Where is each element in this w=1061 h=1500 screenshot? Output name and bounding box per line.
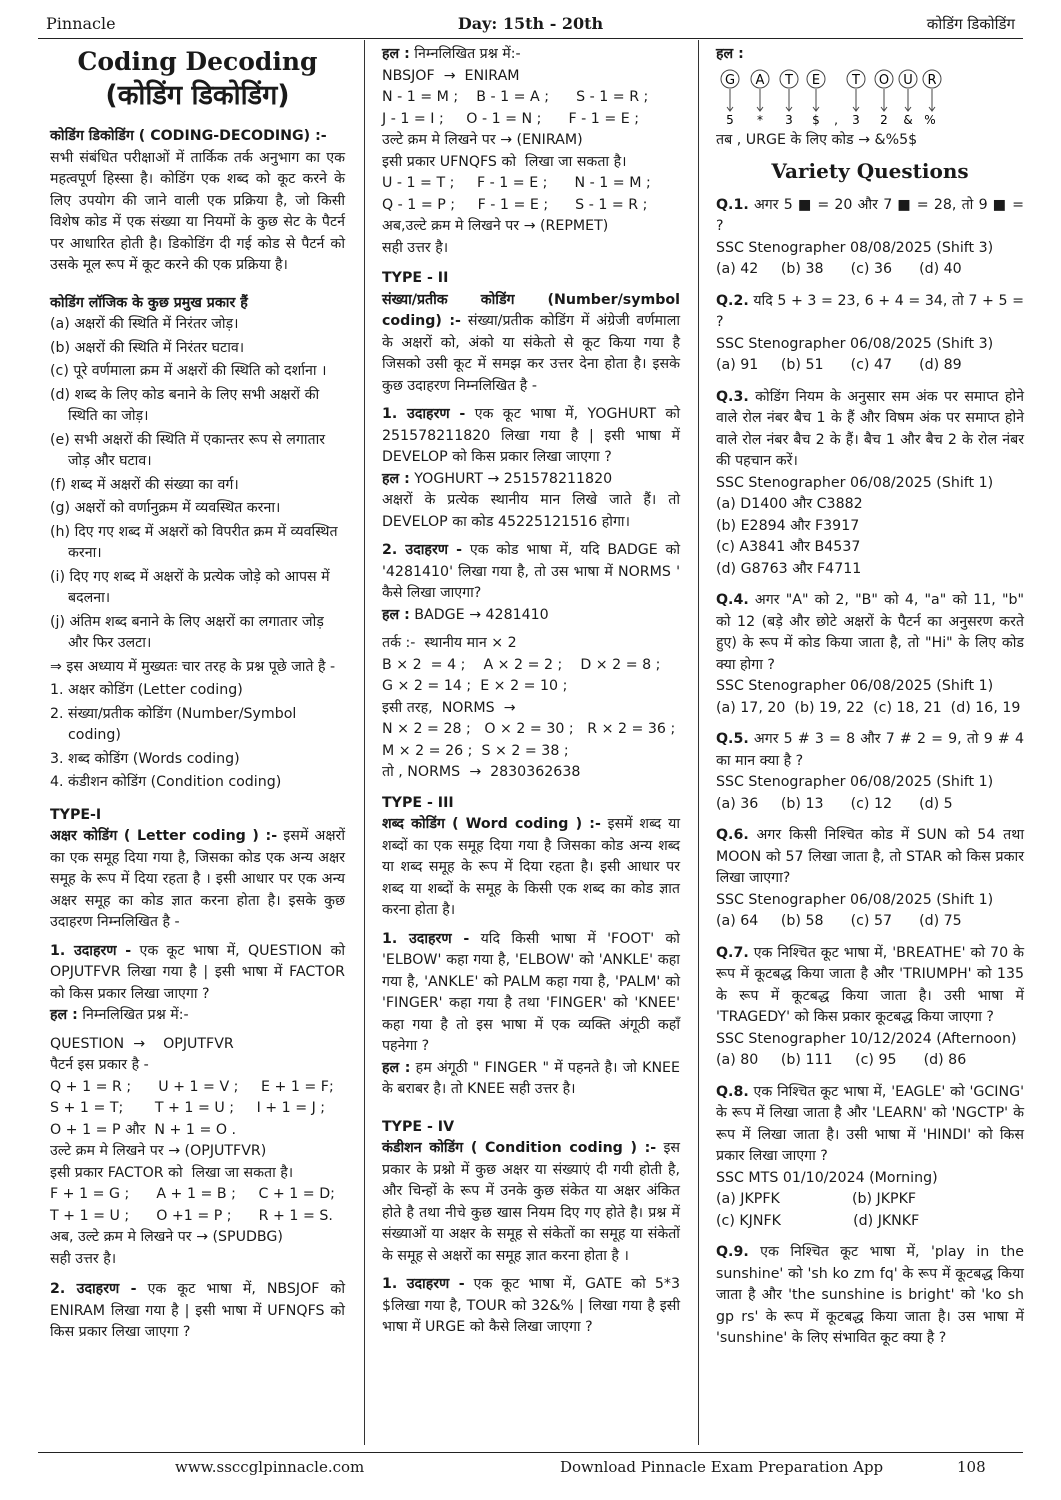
question-text	[716, 825, 1024, 890]
question-body: अगर 5 # 3 = 8 और 7 # 2 = 9, तो 9 # 4 का मान क्या है ?	[716, 731, 1024, 769]
list-item: 3. शब्द कोडिंग (Words coding)	[50, 750, 240, 767]
question-text	[716, 387, 1024, 473]
col3-solution-label: हल :	[716, 46, 744, 62]
type3-label: TYPE - III	[382, 794, 454, 811]
question-body: एक निश्चित कूट भाषा में, 'EAGLE' को 'GCING' के रूप में लिखा जाता है और 'LEARN' को 'NGCTP' के रूप में लिखा जाता है। उसी भाषा में 'HINDI' को किस प्रकार लिखा जाएगा ?	[716, 1083, 1024, 1164]
type4-example-text: एक कूट भाषा में, GATE को 5*3 $लिखा गया है, TOUR को 32&% | लिखा गया है इसी भाषा में URGE को कैसे लिखा जाएगा ?	[382, 1276, 681, 1335]
type2-example2-solution: BADGE → 4281410	[414, 606, 549, 623]
footer-app-promo: Download Pinnacle Exam Preparation App	[560, 1458, 884, 1476]
question-item	[716, 1082, 1024, 1233]
question-item	[716, 729, 1024, 815]
column-divider-2	[698, 40, 699, 1445]
question-body: अगर "A" को 2, "B" को 4, "a" को 11, "b" को 12 (बड़े और छोटे अक्षरों के पैटर्न का अनुसरण करते हुए) के रूप में कोड किया जाता है, तो "Hi" के लिए कोड क्या होगा ?	[716, 592, 1025, 673]
question-text	[716, 1082, 1024, 1168]
list-item: 1. अक्षर कोडिंग (Letter coding)	[50, 682, 243, 698]
working-line: सही उत्तर है।	[382, 239, 449, 256]
question-options: (a) D1400 और C3882 (b) E2894 और F3917 (c) A3841 और B4537 (d) G8763 और F4711	[716, 496, 863, 577]
working-line: T + 1 = U ; O +1 = P ; R + 1 = S.	[50, 1207, 333, 1224]
question-number: Q.6.	[716, 827, 749, 843]
question-source: SSC Stenographer 06/08/2025 (Shift 1)	[716, 774, 994, 790]
working-line: सही उत्तर है।	[50, 1250, 117, 1267]
question-number: Q.7.	[716, 944, 749, 961]
type4-text: इस प्रकार के प्रश्नो में कुछ अक्षर या संख्याएं दी गयी होती है, और चिन्हों के रूप में उनके कुछ संकेत या अक्षर अंकित होते है तथा नीचे कुछ खास नियम दिए गए होते है। प्रश्न में संख्याओं या अक्षर के समूह से संकेतों का समूह या संकेतों के समूह से अक्षरों का समूह ज्ञात करना होता है ।	[382, 1140, 680, 1264]
question-body: यदि 5 + 3 = 23, 6 + 4 = 34, तो 7 + 5 = ?	[716, 292, 1024, 330]
gate-tour-code-diagram	[716, 68, 1024, 130]
column-divider-1	[364, 40, 365, 1445]
type2-label: TYPE - II	[382, 270, 449, 286]
type4-paragraph	[382, 1138, 680, 1267]
working-line: इसी तरह, NORMS →	[382, 699, 516, 716]
type2-paragraph	[382, 290, 680, 398]
question-number: Q.8.	[716, 1083, 749, 1100]
diagram-letter: T	[785, 72, 793, 88]
type3-heading: शब्द कोडिंग ( Word coding ) :-	[382, 816, 601, 832]
working-line: अब, उल्टे क्रम मे लिखने पर → (SPUDBG)	[50, 1229, 283, 1245]
type2-example1-solution: YOGHURT → 251578211820	[414, 470, 613, 487]
type3-example-solution: हम अंगूठी " FINGER " में पहनते है। जो KNEE के बराबर है। तो KNEE सही उत्तर है।	[382, 1059, 680, 1097]
diagram-symbol: &	[903, 112, 913, 127]
diagram-symbol: $	[812, 112, 820, 127]
footer-website: www.ssccglpinnacle.com	[175, 1458, 365, 1476]
question-number: Q.9.	[716, 1244, 749, 1260]
type3-text: इसमें शब्द या शब्दों का एक समूह दिया गया है जिसका कोड अन्य शब्द या शब्द समूह के रूप में दिया रहता है। इसी आधार पर शब्द या शब्दों के समूह के किसी एक शब्द का कोड ज्ञात करना होता है।	[382, 816, 680, 918]
question-options: (a) 64 (b) 58 (c) 57 (d) 75	[716, 913, 962, 929]
diagram-letter: T	[852, 72, 860, 88]
working-line: उल्टे क्रम मे लिखने पर → (OPJUTFVR)	[50, 1143, 267, 1159]
type2-example2-working	[382, 633, 680, 784]
working-line: J - 1 = I ; O - 1 = N ; F - 1 = E ;	[382, 110, 639, 127]
type2-example1	[382, 404, 680, 533]
question-source: SSC Stenographer 06/08/2025 (Shift 1)	[716, 678, 994, 694]
diagram-letter: E	[811, 72, 821, 88]
page-title-hindi: (कोडिंग डिकोडिंग)	[105, 80, 290, 111]
working-line: M × 2 = 26 ; S × 2 = 38 ;	[382, 742, 569, 759]
question-source: SSC MTS 01/10/2024 (Morning)	[716, 1169, 938, 1186]
footer-divider	[38, 1452, 1023, 1453]
type4-heading: कंडीशन कोडिंग ( Condition coding ) :-	[382, 1140, 657, 1156]
working-line: तो , NORMS → 2830362638	[382, 764, 581, 780]
diagram-letter: G	[724, 72, 736, 88]
type4-example	[382, 1274, 680, 1339]
question-text	[716, 943, 1024, 1029]
col2-solution-intro	[382, 44, 680, 66]
intro-heading: कोडिंग डिकोडिंग ( CODING-DECODING) :-	[50, 128, 327, 144]
type1-text: इसमें अक्षरों का एक समूह दिया गया है, जिसका कोड एक अन्य अक्षर समूह के रूप में दिया रहता है । इसी आधार पर एक अन्य अक्षर समूह का कोड ज्ञात करना होता है। इसके कुछ उदाहरण निम्नलिखित है -	[50, 828, 345, 930]
question-source: SSC Stenographer 08/08/2025 (Shift 3)	[716, 239, 994, 256]
header-day: Day: 15th - 20th	[457, 14, 604, 33]
diagram-letter: R	[927, 72, 937, 88]
question-item	[716, 943, 1024, 1072]
question-item	[716, 195, 1024, 281]
variety-questions-heading: Variety Questions	[771, 159, 969, 183]
diagram-letter: U	[903, 72, 913, 88]
working-line: B × 2 = 4 ; A × 2 = 2 ; D × 2 = 8 ;	[382, 656, 661, 673]
list-item: ⇒ इस अध्याय में मुख्यतः चार तरह के प्रश्न पूछे जाते है -	[50, 658, 336, 675]
question-options: (a) 91 (b) 51 (c) 47 (d) 89	[716, 357, 962, 373]
working-line: पैटर्न इस प्रकार है -	[50, 1057, 149, 1073]
column-1	[50, 44, 345, 1444]
question-source: SSC Stenographer 06/08/2025 (Shift 3)	[716, 335, 994, 352]
question-body: अगर किसी निश्चित कोड में SUN को 54 तथा MOON को 57 लिखा जाता है, तो STAR को किस प्रकार लिखा जाएगा?	[716, 827, 1024, 886]
question-item	[716, 291, 1024, 377]
question-number: Q.3.	[716, 388, 749, 405]
question-body: कोडिंग नियम के अनुसार सम अंक पर समाप्त होने वाले रोल नंबर बैच 1 के हैं और विषम अंक पर समाप्त होने वाले रोल नंबर बैच 2 के हैं। बैच 1 और बैच 2 के रोल नंबर की पहचान करें।	[716, 388, 1024, 469]
example2-text: एक कूट भाषा में, NBSJOF को ENIRAM लिखा गया है | इसी भाषा में UFNQFS को किस प्रकार लिखा जाएगा ?	[50, 1281, 345, 1340]
working-line: तर्क :- स्थानीय मान × 2	[382, 635, 517, 651]
type2-example2-solution-label: हल :	[382, 606, 410, 623]
type2-text: संख्या/प्रतीक कोडिंग में अंग्रेजी वर्णमाला के अक्षरों को, अंको या संकेतो से कूट किया गया है जिसको उसी कूट में समझ कर उत्तर देना होता है। इसके कुछ उदाहरण निम्नलिखित है -	[382, 313, 681, 394]
question-options: (a) 17, 20 (b) 19, 22 (c) 18, 21 (d) 16, 19	[716, 699, 1021, 716]
list-item: (a) अक्षरों की स्थिति में निरंतर जोड़।	[50, 316, 239, 332]
header-topic: कोडिंग डिकोडिंग	[926, 15, 1015, 33]
question-source: SSC Stenographer 06/08/2025 (Shift 1)	[716, 891, 994, 908]
type4-example-heading: 1. उदाहरण -	[382, 1276, 465, 1292]
diagram-symbol: %	[924, 112, 936, 127]
type3-example-heading: 1. उदाहरण -	[382, 930, 470, 947]
type2-example2-heading: 2. उदाहरण -	[382, 542, 463, 558]
question-text	[716, 590, 1024, 676]
type1-heading: अक्षर कोडिंग ( Letter coding ) :-	[50, 828, 278, 844]
intro-paragraph	[50, 126, 345, 277]
example1-paragraph	[50, 941, 345, 1027]
example1-text: एक कूट भाषा में, QUESTION को OPJUTFVR लिखा गया है | इसी भाषा में FACTOR को किस प्रकार लिखा जाएगा ?	[50, 942, 346, 1002]
question-body: एक निश्चित कूट भाषा में, 'BREATHE' को 70 के रूप में कूटबद्ध किया जाता है और 'TRIUMPH' को 135 के रूप में कूटबद्ध किया जाता है। उसी भाषा में 'TRAGEDY' को किस प्रकार कूटबद्ध किया जाएगा ?	[716, 944, 1024, 1025]
list-item: (e) सभी अक्षरों की स्थिति में एकान्तर रूप से लगातार जोड़ और घटाव।	[50, 431, 326, 469]
diagram-symbol: 3	[852, 112, 860, 127]
coding-types-list	[50, 314, 345, 678]
type2-example1-text: एक कूट भाषा में, YOGHURT को 251578211820 लिखा गया है | इसी भाषा में DEVELOP को किस प्रकार लिखा जाएगा ?	[382, 406, 681, 465]
list-item: 2. संख्या/प्रतीक कोडिंग (Number/Symbol coding)	[50, 705, 297, 743]
question-options: (a) 36 (b) 13 (c) 12 (d) 5	[716, 795, 953, 812]
type1-label: TYPE-I	[50, 806, 102, 823]
working-line: इसी प्रकार UFNQFS को लिखा जा सकता है।	[382, 153, 627, 170]
page-number: 108	[957, 1458, 986, 1476]
list-item: 4. कंडीशन कोडिंग (Condition coding)	[50, 774, 282, 790]
type3-example	[382, 929, 680, 1101]
working-line: अब,उल्टे क्रम मे लिखने पर → (REPMET)	[382, 218, 609, 234]
list-item: (f) शब्द में अक्षरों की संख्या का वर्ग।	[50, 476, 239, 493]
question-options: (a) 42 (b) 38 (c) 36 (d) 40	[716, 261, 962, 277]
type4-label: TYPE - IV	[382, 1118, 455, 1135]
question-item	[716, 387, 1024, 581]
question-text	[716, 291, 1024, 334]
example1-heading: 1. उदाहरण -	[50, 942, 132, 959]
column-2	[382, 44, 680, 1444]
example1-solution-label: हल :	[50, 1007, 78, 1023]
type2-example2-text: एक कोड भाषा में, यदि BADGE को '4281410' लिखा गया है, तो उस भाषा में NORMS ' कैसे लिखा जाएगा?	[382, 542, 681, 601]
type3-paragraph	[382, 814, 680, 922]
question-item	[716, 590, 1024, 719]
question-number: Q.5.	[716, 731, 749, 747]
diagram-symbol: *	[757, 112, 763, 127]
question-options: (a) 80 (b) 111 (c) 95 (d) 86	[716, 1052, 967, 1068]
question-number: Q.1.	[716, 196, 749, 213]
col3-solution-line: तब , URGE के लिए कोड → &%5$	[716, 131, 918, 148]
type2-example2	[382, 540, 680, 626]
list-item: (i) दिए गए शब्द में अक्षरों के प्रत्येक जोड़े को आपस में बदलना।	[50, 568, 330, 606]
header-divider	[38, 38, 1023, 39]
working-line: NBSJOF → ENIRAM	[382, 67, 520, 84]
list-item: (j) अंतिम शब्द बनाने के लिए अक्षरों का लगातार जोड़ और फिर उलटा।	[50, 613, 324, 651]
list-item: (g) अक्षरों को वर्णानुक्रम में व्यवस्थित करना।	[50, 500, 281, 516]
intro-text: सभी संबंधित परीक्षाओं में तार्किक तर्क अनुभाग का एक महत्वपूर्ण हिस्सा है। कोडिंग एक शब्द को कूट करने के लिए उपयोग की जाने वाली एक प्रक्रिया है, जो किसी विशेष कोड में एक संख्या या नियमों के कुछ सेट के पैटर्न पर आधारित होती है। डिकोडिंग दी गई कोड से पैटर्न को उसके मूल रूप में कूट करने की एक प्रक्रिया है।	[50, 149, 345, 273]
example2-heading: 2. उदाहरण -	[50, 1281, 137, 1297]
column-3	[716, 44, 1024, 1444]
question-body: एक निश्चित कूट भाषा में, 'play in the sunshine' को 'sh ko zm fq' के रूप में कूटबद्ध किया जाता है और 'the sunshine is bright' को 'ko sh gp rs' के रूप में कूटबद्ध किया जाता है। उस भाषा में 'sunshine' के लिए संभावित कूट क्या है ?	[716, 1244, 1024, 1346]
page-title-english: Coding Decoding	[77, 47, 318, 76]
type2-example1-heading: 1. उदाहरण -	[382, 406, 466, 422]
working-line: S + 1 = T; T + 1 = U ; I + 1 = J ;	[50, 1100, 326, 1116]
list-item: (h) दिए गए शब्द में अक्षरों को विपरीत क्रम में व्यवस्थित करना।	[50, 523, 338, 561]
list-item: (d) शब्द के लिए कोड बनाने के लिए सभी अक्षरों की स्थिति का जोड़।	[50, 386, 320, 424]
working-line: N - 1 = M ; B - 1 = A ; S - 1 = R ;	[382, 89, 649, 105]
working-line: Q + 1 = R ; U + 1 = V ; E + 1 = F;	[50, 1078, 334, 1095]
diagram-symbol: 3	[785, 112, 793, 127]
question-number: Q.2.	[716, 292, 749, 309]
questions-list	[716, 195, 1024, 1350]
type3-example-text: यदि किसी भाषा में 'FOOT' को 'ELBOW' कहा गया है, 'ELBOW' को 'ANKLE' कहा गया है, 'ANKLE' को PALM कहा गया है, 'PALM' को 'FINGER' कहा गया है तथा 'FINGER' को 'KNEE' कहा गया है तो इस भाषा में एक व्यक्ति अंगूठी कहाँ पहनेगा ?	[382, 930, 680, 1054]
question-text	[716, 195, 1024, 238]
example2-paragraph	[50, 1279, 345, 1344]
example1-solution-text: निम्नलिखित प्रश्न में:-	[82, 1007, 189, 1023]
col2-solution-label: हल :	[382, 46, 410, 62]
working-line: O + 1 = P और N + 1 = O .	[50, 1121, 237, 1138]
working-line: U - 1 = T ; F - 1 = E ; N - 1 = M ;	[382, 175, 651, 191]
type1-paragraph	[50, 826, 345, 934]
list-item: (c) पूरे वर्णमाला क्रम में अक्षरों की स्थिति को दर्शाना ।	[50, 363, 327, 379]
question-text	[716, 729, 1024, 772]
code-mapping-figure	[716, 68, 937, 130]
type2-example1-solution-label: हल :	[382, 470, 410, 487]
question-source: SSC Stenographer 06/08/2025 (Shift 1)	[716, 474, 994, 491]
question-body: अगर 5 ■ = 20 और 7 ■ = 28, तो 9 ■ = ?	[716, 196, 1024, 234]
diagram-letter: O	[878, 72, 890, 88]
example1-working	[50, 1034, 345, 1271]
working-line: QUESTION → OPJUTFVR	[50, 1035, 234, 1052]
list-item: (b) अक्षरों की स्थिति में निरंतर घटाव।	[50, 339, 245, 356]
question-item	[716, 825, 1024, 933]
working-line: G × 2 = 14 ; E × 2 = 10 ;	[382, 678, 568, 694]
types-heading: कोडिंग लॉजिक के कुछ प्रमुख प्रकार हैं	[50, 294, 248, 311]
col2-solution-working	[382, 66, 680, 260]
question-source: SSC Stenographer 10/12/2024 (Afternoon)	[716, 1030, 1017, 1047]
diagram-symbol: ,	[834, 112, 838, 127]
working-line: Q - 1 = P ; F - 1 = E ; S - 1 = R ;	[382, 196, 648, 213]
working-line: इसी प्रकार FACTOR को लिखा जा सकता है।	[50, 1164, 294, 1181]
diagram-letter: A	[755, 72, 765, 88]
question-options: (a) JKPFK (b) JKPKF (c) KJNFK (d) JKNKF	[716, 1191, 920, 1229]
working-line: F + 1 = G ; A + 1 = B ; C + 1 = D;	[50, 1186, 335, 1202]
diagram-symbol: 5	[726, 112, 734, 127]
col2-solution-text: निम्नलिखित प्रश्न में:-	[414, 46, 521, 62]
header-brand: Pinnacle	[46, 14, 116, 33]
type2-heading: संख्या/प्रतीक कोडिंग (Number/symbol coding) :-	[382, 291, 680, 329]
type3-example-solution-label: हल :	[382, 1059, 411, 1076]
working-line: उल्टे क्रम मे लिखने पर → (ENIRAM)	[382, 132, 583, 148]
question-text	[716, 1242, 1024, 1350]
question-number: Q.4.	[716, 592, 749, 608]
working-line: N × 2 = 28 ; O × 2 = 30 ; R × 2 = 36 ;	[382, 721, 676, 737]
diagram-symbol: 2	[880, 112, 888, 127]
type2-example1-explanation: अक्षरों के प्रत्येक स्थानीय मान लिखे जाते हैं। तो DEVELOP का कोड 45225121516 होगा।	[382, 492, 680, 530]
question-item	[716, 1242, 1024, 1350]
question-kinds-list	[50, 680, 345, 794]
page-header	[38, 0, 1023, 40]
